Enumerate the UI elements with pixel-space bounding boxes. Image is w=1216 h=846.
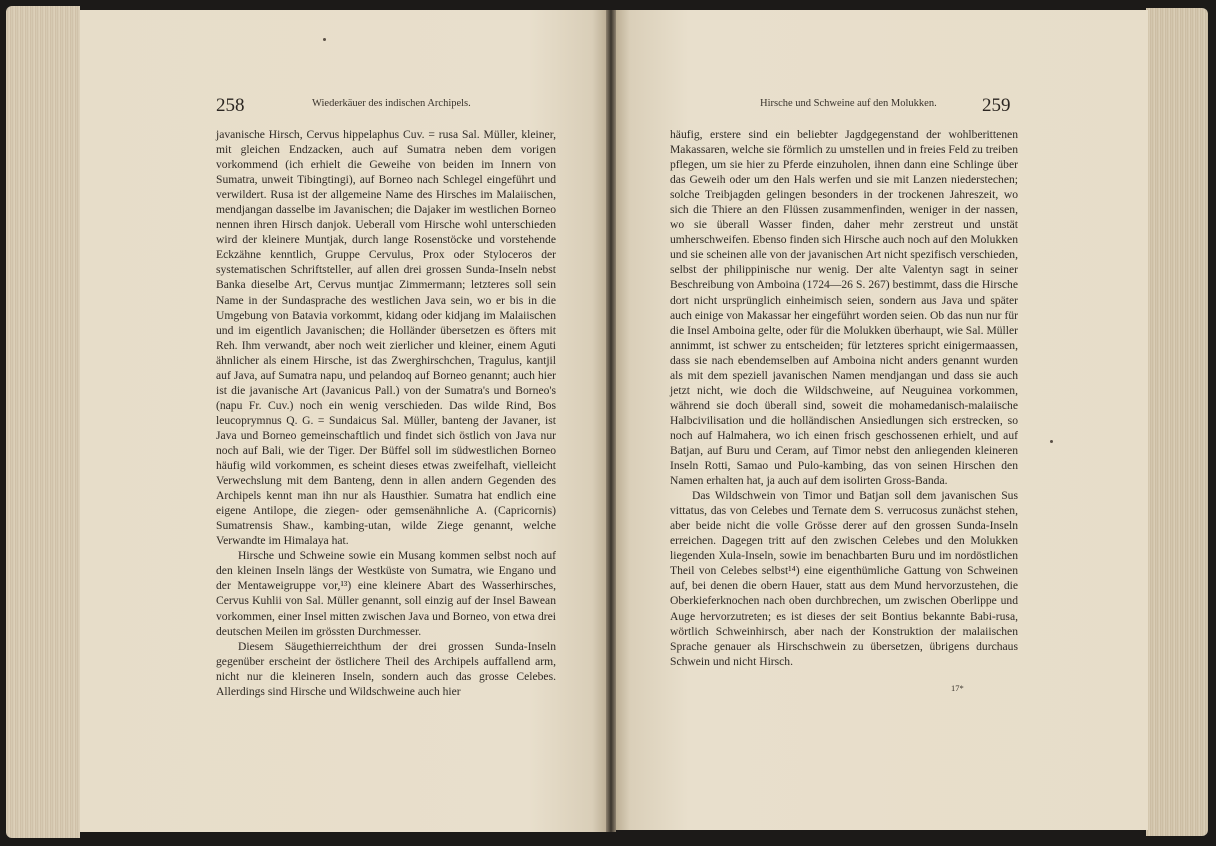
book-gutter [606, 10, 616, 832]
ink-speck [323, 38, 326, 41]
signature-mark: 17* [951, 683, 964, 693]
left-page-body [216, 127, 556, 699]
page-number-left: 258 [216, 95, 245, 116]
running-header-left: Wiederkäuer des indischen Archipels. [312, 98, 471, 109]
paragraph: Hirsche und Schweine sowie ein Musang kommen selbst noch auf den kleinen Inseln längs der Westküste von Sumatra, wie Engano und der Mentaweigruppe vor,¹³) eine kleinere Abart des Wasserhirsches, Cervus Kuhlii von Sal. Müller genannt, soll einzig auf der Insel Bawean vorkommen, einer Insel mitten zwischen Java und Borneo, von etwa drei deutschen Meilen im grössten Durchmesser. [216, 549, 556, 638]
right-page-edges [1146, 8, 1208, 836]
margin-speck [1050, 440, 1053, 443]
paragraph: Das Wildschwein von Timor und Batjan soll dem javanischen Sus vittatus, das von Celebes und Ternate dem S. verrucosus zunächst stehen, aber beide nicht die volle Grösse derer auf den grossen Sunda-Inseln erreichen. Dagegen tritt auf den zwischen Celebes und den Molukken liegenden Xula-Inseln, sowie im benachbarten Buru und im nordöstlichen Theil von Celebes selbst¹⁴) eine eigenthümliche Gattung von Schweinen auf, bei denen die obern Hauer, statt aus dem Mund hervorzustehen, die Oberkieferknochen nach oben durchbrechen, um zwischen Oberlippe und Auge hervorzutreten; es ist dieses der seit Bontius bekannte Babi-rusa, wörtlich Schweinhirsch, aber nach der Konstruktion der malaiischen Sprache genauer als Hirschschwein zu übersetzen, übrigens durchaus Schwein und nicht Hirsch. [670, 489, 1018, 668]
page-number-right: 259 [982, 95, 1011, 116]
running-header-right: Hirsche und Schweine auf den Molukken. [760, 98, 937, 109]
paragraph: Diesem Säugethierreichthum der drei grossen Sunda-Inseln gegenüber erscheint der östlichere Theil des Archipels auffallend arm, nicht nur die kleineren Inseln, sondern auch das grosse Celebes. Allerdings sind Hirsche und Wildschweine auch hier [216, 639, 556, 698]
paragraph: javanische Hirsch, Cervus hippelaphus Cuv. = rusa Sal. Müller, kleiner, mit gleichen Endzacken, auch auf Sumatra neben dem vorigen vorkommend (ich erhielt die Geweihe von beiden im Innern von Sumatra, unweit Tibingtingi), auf Borneo nach Schlegel eingeführt und verwildert. Rusa ist der allgemeine Name des Hirsches im Malaiischen, mendjangan dasselbe im Javanischen; die Dajaker im westlichen Borneo nennen ihren Hirsch danjok. Ueberall vom Hirsche wohl unterschieden wird der kleinere Muntjak, durch lange Rosenstöcke und vorstehende Eckzähne kenntlich, Gruppe Cervulus, Prox oder Styloceros der systematischen Schriftsteller, auf allen drei grossen Sunda-Inseln nebst Banka dieselbe Art, Cervus muntjac Zimmermann; letzteres soll sein Name in der Sundasprache des westlichen Java sein, wo er bis in die Umgebung von Batavia vorkommt, kidang oder kidjang im Malaiischen und im eigentlich Javanischen; die Holländer übersetzen es öfters mit Reh. Ihm verwandt, aber noch weit zierlicher und kleiner, einem Aguti ähnlicher als einem Hirsche, ist das Zwerghirschchen, Tragulus, kantjil auf Java, auf Sumatra napu, und pelandoq auf Borneo genannt; auch hier ist die javanische Art (Javanicus Pall.) von der Sumatra's und Borneo's (napu Fr. Cuv.) noch ein wenig verschieden. Das wilde Rind, Bos leucoprymnus Q. G. = Sundaicus Sal. Müller, banteng der Javaner, ist Java und Borneo gemeinschaftlich und findet sich östlich von Java nur noch auf Bali, wie der Tiger. Der Büffel soll im südwestlichen Borneo häufig wild vorkommen, es scheint dieses etwas zweifelhaft, vielleicht Verwechslung mit dem Banteng, denn in allen andern Gegenden des Archipels kennt man ihn nur als Hausthier. Sumatra hat endlich eine eigene Antilope, die ziegen- oder gemsenähnliche A. (Capricornis) Sumatrensis Shaw., kambing-utan, wilde Ziege genannt, welche Verwandte im Himalaya hat. [216, 128, 556, 548]
paragraph: häufig, erstere sind ein beliebter Jagdgegenstand der wohlberittenen Makassaren, welche sie förmlich zu umstellen und in freies Feld zu treiben pflegen, um sie hier zu Pferde einzuholen, ihnen dann eine Schlinge über das Geweih oder um den Hals werfen und sie mit Lanzen niederstechen; solche Treibjagden gelingen besonders in der trockenen Jahreszeit, wo sich die Thiere an den Flüssen zusammenfinden, weniger in der nassen, wo sie überall Wasser finden, daher mehr zerstreut und unstät umherschweifen. Ebenso finden sich Hirsche auch noch auf den Molukken und sie scheinen alle von der javanischen Art nicht spezifisch verschieden, selbst der philippinische nur wenig. Der alte Valentyn sagt in seiner Beschreibung von Amboina (1724—26 S. 267) bestimmt, dass die Hirsche dort nicht ursprünglich einheimisch seien, sondern aus Java und später auch einige von Makassar her eingeführt worden seien. Ob das nun nur für die Insel Amboina gelte, oder für die Molukken überhaupt, wie Sal. Müller annimmt, ist schwer zu entscheiden; für letzteres spricht einigermaassen, dass sie nach ebendemselben auf Amboina nicht anders genannt wurden als mit dem speziell javanischen Namen mendjangan und dass sie auch jetzt nicht, wie doch die Wildschweine, auf Neuguinea vorkommen, während sie doch überall sind, soweit die mohamedanisch-malaiische Halbcivilisation und die holländischen Ansiedlungen sich erstrecken, so noch auf Halmahera, wo ich einen frisch geschossenen erhielt, und auf Batjan, auf Buru und Ceram, auf Timor nebst den anliegenden kleineren Inseln Rotti, Samao und Pulo-kambing, das von seinen Hirschen den Namen erhalten hat, ja auch auf dem isolirten Gross-Banda. [670, 128, 1018, 488]
right-page-body [670, 127, 1018, 669]
left-page-edges [6, 6, 80, 838]
